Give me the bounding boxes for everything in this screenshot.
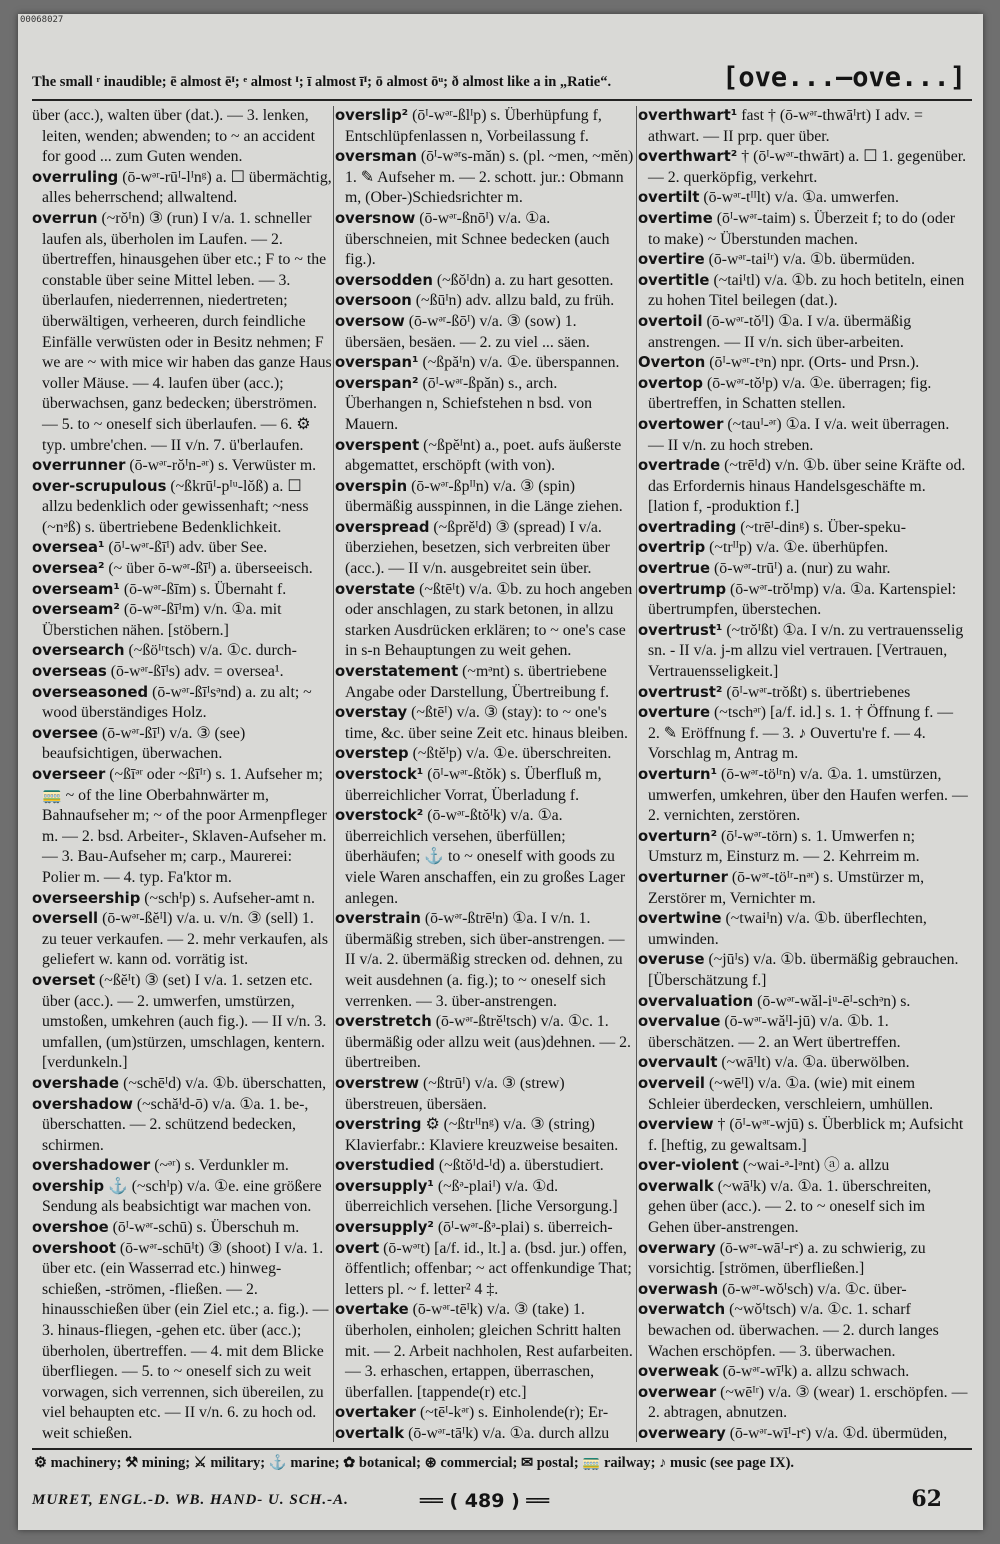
entry-definition: (~ßpĕᴵnt) a., poet. aufs äußerste abgemattet, erschöpft (with von).: [345, 436, 622, 475]
entry-headword: overtime: [638, 209, 713, 227]
entry-headword: overseam¹: [32, 580, 120, 598]
entry-definition: (~wēᴵʳ) v/a. ③ (wear) 1. erschöpfen. — 2. abtragen, abnutzen.: [648, 1383, 968, 1422]
entry-definition: (ō-wᵊʳ-wŏᴵsch) v/a. ①c. über-: [722, 1280, 907, 1298]
entry-headword: oversea¹: [32, 539, 105, 557]
entry-definition: (~tēᴵ-kᵊʳ) s. Einholende(r); Er-: [419, 1404, 609, 1422]
entry-definition: (~ßtēᴵt) v/a. ①b. zu hoch angeben oder anschlagen, zu stark betonen, in allzu starken Ausdrücken erklären; to ~ one's case in s-n Behauptungen zu weit gehen.: [345, 580, 633, 660]
entry-definition: (ō-wᵊʳ-ßtrēᴵn) ①a. I v/n. 1. übermäßig streben, sich über-anstrengen. — II v/a. 2. übermäßig strecken od. dehnen, zu weit ausdehnen (a. fig.); to ~ oneself sich verrenken. — 3. über-anstrengen.: [345, 910, 625, 1010]
dictionary-entry: [32, 580, 332, 601]
page-number: 62: [911, 1486, 942, 1512]
entry-headword: overstep: [335, 745, 409, 763]
dictionary-entry: [32, 662, 332, 683]
entry-definition: (~ßpăᴵn) v/a. ①e. überspannen.: [422, 354, 620, 372]
entry-definition: (ō-wᵊʳ-ßōᴵ) v/a. ③ (sow) 1. übersäen, besäen. — 2. zu viel ... säen.: [345, 312, 590, 351]
entry-definition: (~ßkrūᴵ-pᴵᵘ-lŏß) a. ☐ allzu bedenklich oder gewissenhaft; ~ness (~nᵊß) s. übertriebene Bedenklichkeit.: [42, 477, 309, 536]
entry-headword: overvaluation: [638, 992, 754, 1010]
entry-headword: oversoon: [335, 292, 412, 310]
sheet-number: ══ ( 489 ) ══: [420, 1490, 550, 1512]
entry-definition: (~ßĕᴵt) ③ (set) I v/a. 1. setzen etc. über (acc.). — 2. umwerfen, umstürzen, umstoßen, umkehren (auch fig.). — II v/n. 3. umfallen, (um)stürzen, umschlagen, kentern. [verdunkeln.]: [42, 971, 327, 1072]
page-footer: [32, 1482, 972, 1522]
column-1: [32, 106, 332, 1442]
entry-definition: (~schăᴵd-ō) v/a. ①a. 1. be-, überschatten. — 2. schützend bedecken, schirmen.: [42, 1095, 309, 1154]
header-rule: [32, 99, 972, 101]
entry-headword: overseas: [32, 663, 107, 681]
entry-headword: overseam²: [32, 601, 120, 619]
entry-headword: overtrue: [638, 560, 711, 578]
entry-headword: overstatement: [335, 663, 459, 681]
entry-definition: ⚓ (~schᴵp) v/a. ①e. eine größere Sendung als beabsichtigt war machen von.: [42, 1177, 322, 1216]
dictionary-entry: [335, 1218, 635, 1239]
dictionary-entry: [638, 209, 968, 250]
entry-definition: (ōᴵ-wᵊʳ-ßpăn) s., arch. Überhangen n, Schiefstehen n bsd. von Mauern.: [345, 374, 592, 433]
entry-headword: overspan²: [335, 374, 419, 392]
entry-definition: (ō-wᵊʳ-ßīᴵsᵊnd) a. zu alt; ~ wood überständiges Holz.: [42, 683, 312, 722]
dictionary-entry: [638, 312, 968, 353]
dictionary-entry: [638, 1383, 968, 1424]
entry-headword: overtrust¹: [638, 621, 723, 639]
entry-definition: (~ßīᵊʳ oder ~ßīᴵʳ) s. 1. Aufseher m; 🚃 ~ of the line Oberbahnwärter m, Bahnaufseher m; ~ of the poor Armenpfleger m. — 2. bsd. Arbeiter-, Sklaven-Aufseher m. — 3. Bau-Aufseher m; carp., Maurerei: Polier m. — 4. typ. Fa'ktor m.: [42, 766, 327, 886]
entry-headword: overveil: [638, 1074, 705, 1092]
entry-headword: over-violent: [638, 1157, 739, 1175]
entry-definition: (ō-wᵊʳ-wăᴵl-jū) v/a. ①b. 1. überschätzen. — 2. an Wert übertreffen.: [648, 1013, 901, 1051]
entry-headword: oversman: [335, 148, 417, 166]
dictionary-entry: [32, 209, 332, 456]
entry-definition: (~ßŏᴵdn) a. zu hart gesotten.: [436, 271, 614, 289]
entry-definition: (ōᴵ-wᵊʳ-ßᵊ-plai) s. überreich-: [437, 1219, 613, 1237]
dictionary-entry: [638, 1362, 968, 1383]
entry-definition: (ō-wᵊʳ-ßīᴵ) v/a. ③ (see) beaufsichtigen, überwachen.: [42, 724, 246, 763]
dictionary-entry: [638, 415, 968, 456]
entry-headword: overwash: [638, 1280, 719, 1298]
dictionary-entry: [335, 1239, 635, 1301]
dictionary-entry: [32, 971, 332, 1074]
entry-definition: (ō-wᵊʳ-töᴵʳ-nᵊʳ) s. Umstürzer m, Zerstörer m, Vernichter m.: [648, 868, 925, 907]
entry-definition: (ōᴵ-wᵊʳ-ßlᴵp) s. Überhüpfung f, Entschlüpfenlassen n, Vorbeilassung f.: [345, 107, 602, 145]
entry-definition: (~mᵊnt) s. übertriebene Angabe oder Darstellung, Übertreibung f.: [345, 663, 610, 701]
entry-definition: (~schᴵp) s. Aufseher-amt n.: [144, 889, 315, 907]
column-divider: [636, 106, 637, 1442]
entry-headword: overseership: [32, 889, 141, 907]
entry-headword: overtake: [335, 1301, 409, 1319]
dictionary-entry: [638, 1115, 968, 1156]
entry-headword: overset: [32, 971, 96, 989]
dictionary-entry: [638, 703, 968, 765]
entry-headword: oversearch: [32, 642, 125, 660]
dictionary-entry: [32, 1218, 332, 1239]
entry-headword: overthwart¹: [638, 107, 738, 124]
entry-headword: overtwine: [638, 910, 722, 928]
entry-definition: (~trŏᴵßt) ①a. I v/n. zu vertrauensselig sn. - II v/a. j-m allzu viel vertrauen. [Vertrauen, Vertrauensseligkeit.]: [648, 621, 964, 681]
entry-headword: overthwart²: [638, 148, 738, 166]
entry-definition: (ō-wᵊʳt) [a/f. id., lt.] a. (bsd. jur.) offen, öffentlich; offenbar; ~ act offenkundige That; letters pl. ~ f. letter² 4 ‡.: [345, 1239, 632, 1298]
entry-definition: (ō-wᵊʳ-schūᴵt) ③ (shoot) I v/a. 1. über etc. (ein Wasserrad etc.) hinweg-schießen, -strömen, -fließen. — 2. hinausschießen über (ein Ziel etc.; a. fig.). — 3. hinaus-fliegen, -gehen etc. über (acc.); überholen, übertreffen. — 4. mit dem Blicke überfliegen. — 5. to ~ oneself sich zu weit vorwagen, sich verrennen, sich übereilen, zu viel behaupten etc. — II v/n. 6. zu hoch od. weit schießen.: [42, 1239, 329, 1442]
dictionary-entry: [335, 353, 635, 374]
entry-headword: overslip²: [335, 107, 409, 124]
entry-definition: (ō-wᵊʳ-tŏᴵl) ①a. I v/a. übermäßig anstrengen. — II v/n. sich über-arbeiten.: [648, 312, 912, 351]
entry-definition: (ōᴵ-wᵊʳs-măn) s. (pl. ~men, ~mĕn) 1. ✎ Aufseher m. — 2. schott. jur.: Obmann m, (Ober-)Schiedsrichter m.: [345, 148, 634, 207]
entry-definition: (~wai-ᵊ-lᵊnt) ⓐ a. allzu: [742, 1157, 890, 1175]
dictionary-entry: [32, 1074, 332, 1095]
entry-headword: overseer: [32, 766, 106, 783]
entry-headword: overweak: [638, 1363, 719, 1381]
entry-headword: overturn²: [638, 827, 718, 845]
dictionary-entry: [638, 1280, 968, 1301]
entry-definition: (~trēᴵ-dinᵍ) s. Über-speku-: [740, 518, 906, 536]
entry-definition: (~twaiᴵn) v/a. ①b. überflechten, umwinden.: [648, 910, 927, 948]
entry-definition: (~rŏᴵn) ③ (run) I v/a. 1. schneller laufen als, überholen im Laufen. — 2. übertreffen, hinausgehen über etc.; F to ~ the constable über seine Mittel leben. — 3. überlaufen, niederrennen, niedertreten; überwältigen, verheeren, durch feindliche Einfälle verwüsten oder in Besitz nehmen; F we are ~ with mice wir haben das ganze Haus voller Mäuse. — 4. laufen über (acc.); überwachsen, ganz bedecken; überströmen. — 5. to ~ oneself sich überlaufen. — 6. ⚙ typ. umbre'chen. — II v/n. 7. ü'berlaufen.: [42, 209, 332, 454]
dictionary-entry: [32, 477, 332, 539]
entry-headword: Overton: [638, 354, 706, 372]
dictionary-entry: [32, 641, 332, 662]
entry-headword: overstrain: [335, 910, 421, 928]
entry-definition: (~ßtĕᴵp) v/a. ①e. überschreiten.: [412, 745, 612, 763]
dictionary-entry: [638, 188, 968, 209]
dictionary-entry: [638, 950, 968, 991]
entry-headword: overtop: [638, 374, 703, 392]
dictionary-entry: [638, 1424, 968, 1442]
entry-headword: overshoot: [32, 1239, 116, 1257]
dictionary-entry: [335, 477, 635, 518]
entry-headword: overshade: [32, 1074, 120, 1092]
entry-headword: oversnow: [335, 209, 416, 227]
dictionary-entry: [638, 147, 968, 188]
entry-definition: (ō-wᵊʳ-tāᴵk) v/a. ①a. durch allzu: [408, 1425, 610, 1442]
dictionary-entry: [32, 106, 332, 168]
dictionary-entry: [32, 724, 332, 765]
dictionary-entry: [335, 147, 635, 209]
dictionary-entry: [638, 1012, 968, 1053]
entry-headword: overshadow: [32, 1095, 133, 1113]
entry-definition: (~wŏᴵtsch) v/a. ①c. 1. scharf bewachen od. überwachen. — 2. durch langes Wachen erschöpfen. — 3. überwachen.: [648, 1301, 939, 1360]
dictionary-entry: [638, 518, 968, 539]
dictionary-entry: [32, 1239, 332, 1442]
entry-definition: (ōᴵ-wᵊʳ-ßīᴵ) adv. über See.: [108, 539, 268, 557]
entry-definition: (~taiᴵtl) v/a. ①b. zu hoch betiteln, einen zu hohen Titel beilegen (dat.).: [648, 271, 965, 310]
entry-definition: (ō-wᵊʳ-wīᴵ-rᵉ) v/a. ①d. übermüden,: [729, 1425, 948, 1442]
entry-definition: (ō-wᵊʳ-ßpᴵᴵn) v/a. ③ (spin) übermäßig ausspinnen, in die Länge ziehen.: [345, 477, 623, 516]
dictionary-entry: [32, 1177, 332, 1218]
dictionary-entry: [638, 580, 968, 621]
entry-headword: oversell: [32, 910, 99, 928]
dictionary-entry: [32, 168, 332, 209]
entry-headword: overship: [32, 1177, 105, 1195]
entry-definition: (ō-wᵊʳ-tᴵᴵlt) v/a. ①a. umwerfen.: [703, 189, 899, 207]
dictionary-entry: [335, 291, 635, 312]
dictionary-entry: [638, 827, 968, 868]
dictionary-entry: [32, 765, 332, 889]
entry-headword: overrun: [32, 209, 98, 227]
entry-headword: over-scrupulous: [32, 477, 167, 495]
dictionary-entry: [335, 909, 635, 1012]
dictionary-entry: [335, 744, 635, 765]
dictionary-entry: [32, 559, 332, 580]
dictionary-entry: [638, 1074, 968, 1115]
entry-definition: (ō-wᵊʳ-ßnōᴵ) v/a. ①a. überschneien, mit Schnee bedecken (auch fig.).: [345, 209, 610, 269]
page-id: 00068027: [20, 15, 64, 25]
entry-definition: (ō-wᵊʳ-trŏᴵmp) v/a. ①a. Kartenspiel: übertrumpfen, überstechen.: [648, 580, 957, 619]
entry-headword: overtrading: [638, 518, 737, 536]
entry-headword: overwary: [638, 1239, 716, 1257]
entry-definition: † (ōᴵ-wᵊʳ-wjū) s. Überblick m; Aufsicht f. [heftig, zu gewaltsam.]: [648, 1116, 964, 1154]
column-3: [638, 106, 968, 1442]
entry-definition: (~trᴵᴵp) v/a. ①e. überhüpfen.: [709, 539, 889, 557]
entry-headword: oversupply²: [335, 1219, 434, 1237]
entry-definition: (ōᴵ-wᵊʳ-trŏßt) s. übertriebenes: [726, 683, 911, 701]
entry-definition: (ō-wᵊʳ-rūᴵ-lᴵnᵍ) a. ☐ übermächtig, alles beherrschend; allwaltend.: [42, 168, 332, 207]
entry-headword: overspread: [335, 518, 430, 536]
entry-definition: (~tauᴵ-ᵊʳ) ①a. I v/a. weit überragen. — II v/n. zu hoch streben.: [648, 415, 950, 454]
dictionary-entry: [335, 106, 635, 147]
entry-definition: (ō-wᵊʳ-ßtrĕᴵtsch) v/a. ①c. 1. übermäßig oder allzu weit (aus)dehnen. — 2. übertreiben.: [345, 1013, 632, 1072]
dictionary-entry: [638, 559, 968, 580]
dictionary-entry: [638, 1300, 968, 1362]
dictionary-entry: [335, 1403, 635, 1424]
guide-words: [ove...—ove...]: [722, 62, 966, 93]
entry-definition: † (ōᴵ-wᵊʳ-thwārt) a. ☐ 1. gegenüber. — 2. querköpfig, verkehrt.: [648, 148, 967, 186]
entry-headword: overruling: [32, 168, 119, 186]
dictionary-entry: [638, 374, 968, 415]
entry-definition: (ō-wᵊʳ-tŏᴵp) v/a. ①e. überragen; fig. übertreffen, in Schatten stellen.: [648, 374, 932, 413]
dictionary-entry: [638, 456, 968, 518]
entry-headword: overwalk: [638, 1177, 714, 1195]
dictionary-entry: [335, 765, 635, 806]
entry-headword: oversea²: [32, 560, 105, 578]
column-2: [335, 106, 635, 1442]
entry-definition: (ō-wᵊʳ-rŏᴵn-ᵊʳ) s. Verwüster m.: [129, 457, 317, 475]
dictionary-entry: [32, 600, 332, 641]
entry-headword: overstudied: [335, 1157, 435, 1175]
entry-headword: oversow: [335, 312, 405, 330]
column-divider: [333, 106, 334, 1442]
entry-headword: overtilt: [638, 189, 700, 207]
entry-definition: (~wāᴵk) v/a. ①a. 1. überschreiten, gehen über (acc.). — 2. to ~ oneself sich im Gehen über-anstrengen.: [648, 1177, 932, 1237]
dictionary-entry: [638, 868, 968, 909]
entry-definition: über (acc.), walten über (dat.). — 3. lenken, leiten, wenden; abwenden; to ~ an accident for good ... zum Guten wenden.: [32, 107, 316, 166]
entry-definition: (ō-wᵊʳ-trūᴵ) a. (nur) zu wahr.: [714, 560, 891, 578]
entry-headword: overshoe: [32, 1219, 109, 1237]
dictionary-entry: [335, 1074, 635, 1115]
entry-headword: overuse: [638, 951, 705, 969]
entry-definition: (ōᴵ-wᵊʳ-ßtŏk) s. Überfluß m, überreichlicher Vorrat, Überladung f.: [345, 766, 602, 804]
dictionary-entry: [32, 1095, 332, 1157]
entry-headword: overtitle: [638, 271, 710, 289]
entry-definition: (~ über ō-wᵊʳ-ßīᴵ) a. überseeisch.: [108, 560, 313, 578]
entry-headword: oversee: [32, 724, 99, 742]
entry-headword: overture: [638, 704, 711, 722]
dictionary-entry: [638, 765, 968, 827]
dictionary-entry: [335, 1300, 635, 1403]
entry-definition: (ōᴵ-wᵊʳ-taim) s. Überzeit f; to do (oder to make) ~ Überstunden machen.: [648, 209, 955, 248]
entry-headword: overstock²: [335, 807, 424, 825]
entry-headword: overtaker: [335, 1404, 416, 1422]
dictionary-entry: [638, 250, 968, 271]
dictionary-entry: [335, 1156, 635, 1177]
dictionary-entry: [335, 518, 635, 580]
entry-definition: (~trēᴵd) v/n. ①b. über seine Kräfte od. das Erfordernis hinaus Handelsgeschäfte m. [lation f, -produktion f.]: [648, 457, 966, 516]
dictionary-entry: [638, 992, 968, 1013]
entry-definition: (ō-wᵊʳ-ßīᴵm) v/n. ①a. mit Überstichen nähen. [stöbern.]: [42, 601, 282, 639]
dictionary-columns: [32, 106, 972, 1442]
entry-headword: overtower: [638, 415, 724, 433]
entry-headword: overvalue: [638, 1013, 721, 1031]
entry-definition: (~ßöᴵʳtsch) v/a. ①c. durch-: [128, 642, 297, 660]
entry-definition: (ō-wᵊʳ-taiᴵʳ) v/a. ①b. übermüden.: [708, 251, 915, 269]
dictionary-entry: [335, 1424, 635, 1442]
footer-rule: [32, 1448, 972, 1450]
entry-headword: overwatch: [638, 1301, 726, 1319]
entry-definition: (~jūᴵs) v/a. ①b. übermäßig gebrauchen. [Überschätzung f.]: [648, 951, 959, 989]
entry-definition: (ō-wᵊʳ-wāᴵ-rᵉ) a. zu schwierig, zu vorsichtig. [strömen, überfließen.]: [648, 1239, 926, 1278]
pronunciation-key: The small ʳ inaudible; ē almost ēᴵ; ᵉ almost ᴵ; ī almost īᴵ; ō almost ōᵘ; ð almost like a in „Ratie“.: [32, 74, 612, 90]
dictionary-entry: [335, 209, 635, 271]
entry-definition: (~wēᴵl) v/a. ①a. (wie) mit einem Schleier überdecken, verschleiern, umhüllen.: [648, 1074, 934, 1113]
entry-headword: overtrust²: [638, 683, 723, 701]
dictionary-entry: [335, 580, 635, 662]
entry-headword: overwear: [638, 1383, 717, 1401]
dictionary-entry: [638, 909, 968, 950]
entry-headword: overtrump: [638, 580, 727, 598]
entry-headword: overturner: [638, 868, 728, 886]
dictionary-entry: [335, 662, 635, 703]
page-header: [32, 62, 972, 98]
dictionary-entry: [32, 456, 332, 477]
entry-definition: ⚙ (~ßtrᴵᴵnᵍ) v/a. ③ (string) Klavierfabr.: Klaviere kreuzweise besaiten.: [345, 1116, 619, 1154]
dictionary-page: [18, 14, 983, 1530]
dictionary-entry: [638, 538, 968, 559]
dictionary-entry: [638, 1177, 968, 1239]
entry-definition: (~ßtrūᴵ) v/a. ③ (strew) überstreuen, übersäen.: [345, 1074, 565, 1113]
dictionary-entry: [32, 889, 332, 910]
entry-definition: (~ßᵊ-plaiᴵ) v/a. ①d. überreichlich versehen. [liche Versorgung.]: [345, 1177, 618, 1216]
dictionary-entry: [638, 683, 968, 704]
entry-headword: overstretch: [335, 1013, 432, 1031]
entry-headword: overshadower: [32, 1157, 151, 1175]
entry-headword: overtalk: [335, 1425, 405, 1442]
entry-definition: (ō-wᵊʳ-wīᴵk) a. allzu schwach.: [722, 1363, 910, 1381]
dictionary-entry: [32, 538, 332, 559]
entry-definition: (ō-wᵊʳ-ßĕᴵl) v/a. u. v/n. ③ (sell) 1. zu teuer verkaufen. — 2. mehr verkaufen, als geliefert w. kann od. vorrätig ist.: [42, 910, 328, 969]
entry-definition: (ō-wᵊʳ-wăl-iᵘ-ēᴵ-schᵊn) s.: [757, 992, 911, 1010]
dictionary-entry: [638, 106, 968, 147]
entry-definition: (~ßtēᴵ) v/a. ③ (stay): to ~ one's time, &c. über seine Zeit etc. hinaus bleiben.: [345, 704, 628, 742]
entry-headword: overstay: [335, 704, 408, 722]
entry-headword: overspent: [335, 436, 420, 454]
dictionary-entry: [638, 1156, 968, 1177]
dictionary-entry: [32, 1156, 332, 1177]
entry-definition: (~ßprĕᴵd) ③ (spread) I v/a. überziehen, besetzen, sich verbreiten über (acc.). — II v/n. ausgebreitet sein über.: [345, 518, 610, 578]
entry-headword: overrunner: [32, 457, 126, 475]
dictionary-entry: [638, 271, 968, 312]
entry-headword: overstock¹: [335, 766, 424, 783]
entry-definition: (ōᴵ-wᵊʳ-törn) s. 1. Umwerfen n; Umsturz m, Einsturz m. — 2. Kehrreim m.: [648, 827, 920, 866]
symbol-legend: ⚙ machinery; ⚒ mining; ⚔ military; ⚓ marine; ✿ botanical; ⊛ commercial; ✉ postal; 🚃 railway; ♪ music (see page IX).: [34, 1455, 795, 1471]
entry-headword: overt: [335, 1239, 380, 1257]
dictionary-entry: [335, 271, 635, 292]
dictionary-entry: [32, 909, 332, 971]
dictionary-entry: [335, 374, 635, 436]
entry-definition: (~schēᴵd) v/a. ①b. überschatten,: [123, 1074, 327, 1092]
entry-definition: (~tschᵊʳ) [a/f. id.] s. 1. † Öffnung f. — 2. ✎ Eröffnung f. — 3. ♪ Ouvertu're f. — 4. Vorschlag m, Antrag m.: [648, 704, 954, 763]
dictionary-entry: [32, 683, 332, 724]
entry-headword: overturn¹: [638, 766, 718, 783]
entry-definition: (ōᴵ-wᵊʳ-schū) s. Überschuh m.: [112, 1219, 300, 1237]
entry-headword: overspan¹: [335, 354, 419, 372]
dictionary-entry: [335, 1115, 635, 1156]
entry-headword: overstate: [335, 580, 416, 598]
entry-headword: overtire: [638, 251, 705, 269]
dictionary-entry: [335, 1177, 635, 1218]
dictionary-entry: [638, 1239, 968, 1280]
entry-definition: (ō-wᵊʳ-ßīm) s. Übernaht f.: [123, 580, 287, 598]
dictionary-entry: [335, 312, 635, 353]
entry-definition: (ō-wᵊʳ-ßīᴵs) adv. = oversea¹.: [110, 663, 284, 681]
entry-definition: (ō-wᵊʳ-tēᴵk) v/a. ③ (take) 1. überholen, einholen; gleichen Schritt halten mit. — 2. Arbeit nachholen, Rest aufarbeiten. — 3. erhaschen, ertappen, überraschen, überfallen. [tappende(r) etc.]: [345, 1301, 633, 1401]
entry-headword: overtrade: [638, 457, 721, 475]
dictionary-entry: [638, 1053, 968, 1074]
entry-definition: (~ßūᴵn) adv. allzu bald, zu früh.: [415, 292, 615, 310]
entry-definition: (ō-wᵊʳ-töᴵʳn) v/a. ①a. 1. umstürzen, umwerfen, umkehren, über den Haufen werfen. — 2. vernichten, zerstören.: [648, 766, 968, 825]
entry-headword: overseasoned: [32, 683, 149, 701]
entry-headword: overtoil: [638, 312, 703, 330]
entry-headword: overview: [638, 1116, 714, 1134]
entry-definition: (~wāᴵlt) v/a. ①a. überwölben.: [721, 1054, 910, 1072]
entry-headword: oversupply¹: [335, 1177, 434, 1195]
entry-definition: (~ßtŏᴵd-ᴵd) a. überstudiert.: [438, 1157, 604, 1175]
dictionary-entry: [335, 1012, 635, 1074]
entry-definition: (ōᴵ-wᵊʳ-tᵊn) npr. (Orts- und Prsn.).: [709, 354, 920, 372]
entry-headword: overtrip: [638, 539, 706, 557]
entry-definition: fast † (ō-wᵊʳ-thwāᴵrt) I adv. = athwart. — II prp. quer über.: [648, 107, 923, 145]
dictionary-entry: [638, 353, 968, 374]
publisher-line: MURET, ENGL.-D. WB. HAND- U. SCH.-A.: [32, 1492, 349, 1508]
entry-headword: overspin: [335, 477, 408, 495]
entry-headword: overstring: [335, 1116, 422, 1134]
dictionary-entry: [638, 621, 968, 683]
entry-headword: overvault: [638, 1054, 718, 1072]
entry-definition: (ō-wᵊʳ-ßtŏᴵk) v/a. ①a. überreichlich versehen, überfüllen; überhäufen; ⚓ to ~ oneself with goods zu viele Waren anschaffen, ein zu großes Lager anlegen.: [345, 807, 626, 907]
dictionary-entry: [335, 436, 635, 477]
entry-headword: overweary: [638, 1425, 726, 1442]
entry-headword: overstrew: [335, 1074, 420, 1092]
entry-headword: oversodden: [335, 271, 433, 289]
dictionary-entry: [335, 806, 635, 909]
dictionary-entry: [335, 703, 635, 744]
entry-definition: (~ᵊʳ) s. Verdunkler m.: [154, 1157, 289, 1175]
